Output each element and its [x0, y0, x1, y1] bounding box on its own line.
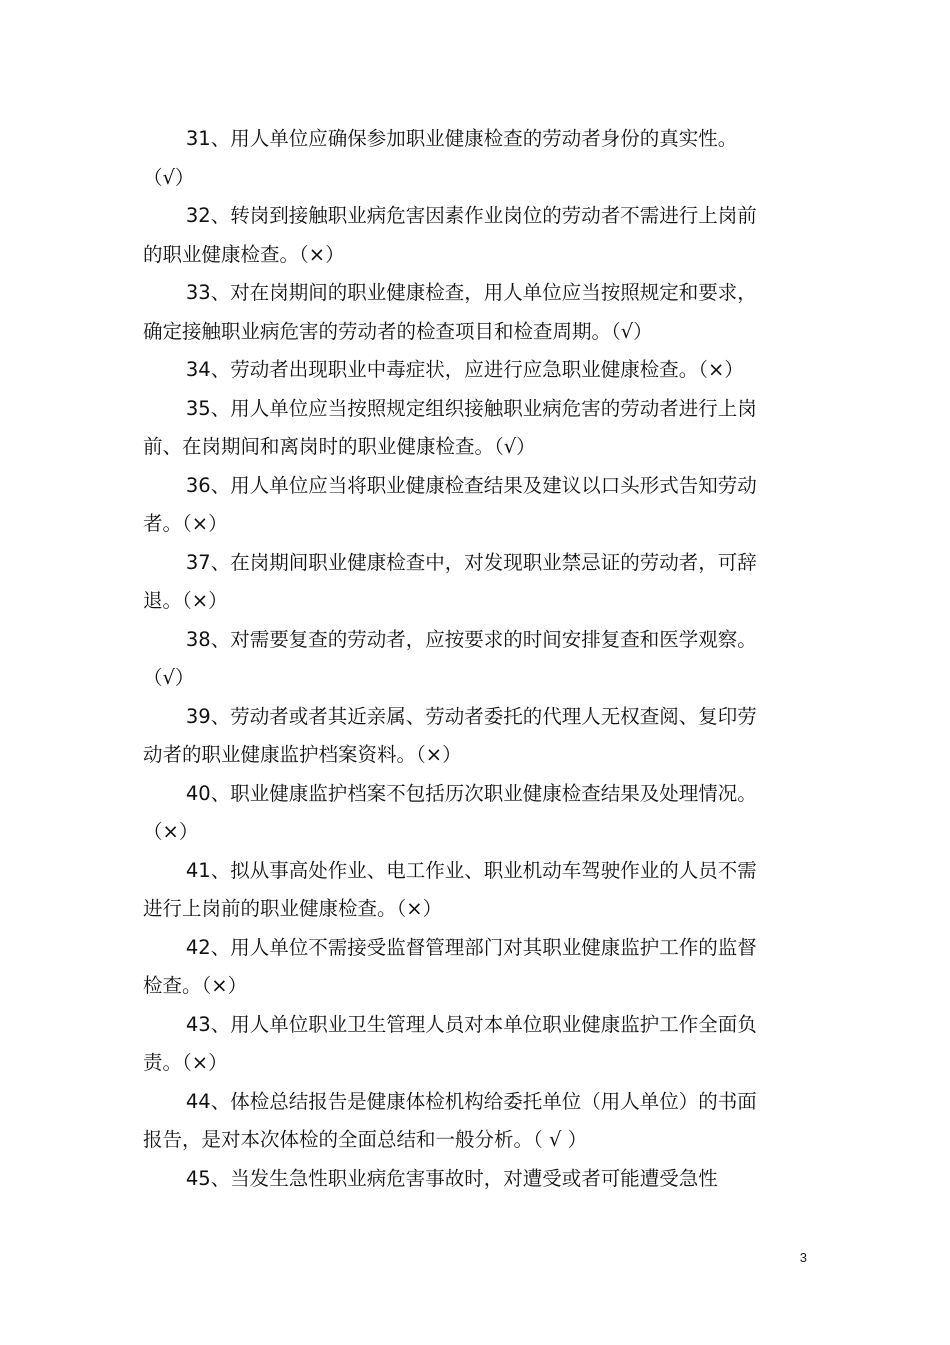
question-37: 37、在岗期间职业健康检查中，对发现职业禁忌证的劳动者，可辞退。（×） [143, 550, 757, 612]
question-35: 35、用人单位应当按照规定组织接触职业病危害的劳动者进行上岗前、在岗期间和离岗时的职业健康检查。（√） [143, 396, 757, 458]
question-38: 38、对需要复查的劳动者，应按要求的时间安排复查和医学观察。（√） [143, 627, 757, 689]
question-41: 41、拟从事高处作业、电工作业、职业机动车驾驶作业的人员不需进行上岗前的职业健康检查。（×） [143, 858, 757, 920]
question-32: 32、转岗到接触职业病危害因素作业岗位的劳动者不需进行上岗前的职业健康检查。（×） [143, 204, 757, 266]
question-39: 39、劳动者或者其近亲属、劳动者委托的代理人无权查阅、复印劳动者的职业健康监护档案资料。（×） [143, 704, 757, 766]
question-44: 44、体检总结报告是健康体检机构给委托单位（用人单位）的书面报告，是对本次体检的全面总结和一般分析。（ √ ） [143, 1089, 757, 1151]
question-42: 42、用人单位不需接受监督管理部门对其职业健康监护工作的监督检查。（×） [143, 935, 757, 997]
question-43: 43、用人单位职业卫生管理人员对本单位职业健康监护工作全面负责。（×） [143, 1012, 757, 1074]
page-number: 3 [799, 1250, 807, 1265]
question-34: 34、劳动者出现职业中毒症状，应进行应急职业健康检查。（×） [185, 358, 744, 381]
question-45: 45、当发生急性职业病危害事故时，对遭受或者可能遭受急性 [185, 1166, 718, 1190]
question-31: 31、用人单位应确保参加职业健康检查的劳动者身份的真实性。（√） [143, 127, 738, 189]
question-40: 40、职业健康监护档案不包括历次职业健康检查结果及处理情况。（×） [143, 781, 757, 843]
question-list [143, 120, 758, 1198]
question-33: 33、对在岗期间的职业健康检查，用人单位应当按照规定和要求，确定接触职业病危害的劳动者的检查项目和检查周期。（√） [143, 281, 757, 343]
question-36: 36、用人单位应当将职业健康检查结果及建议以口头形式告知劳动者。（×） [143, 473, 757, 535]
